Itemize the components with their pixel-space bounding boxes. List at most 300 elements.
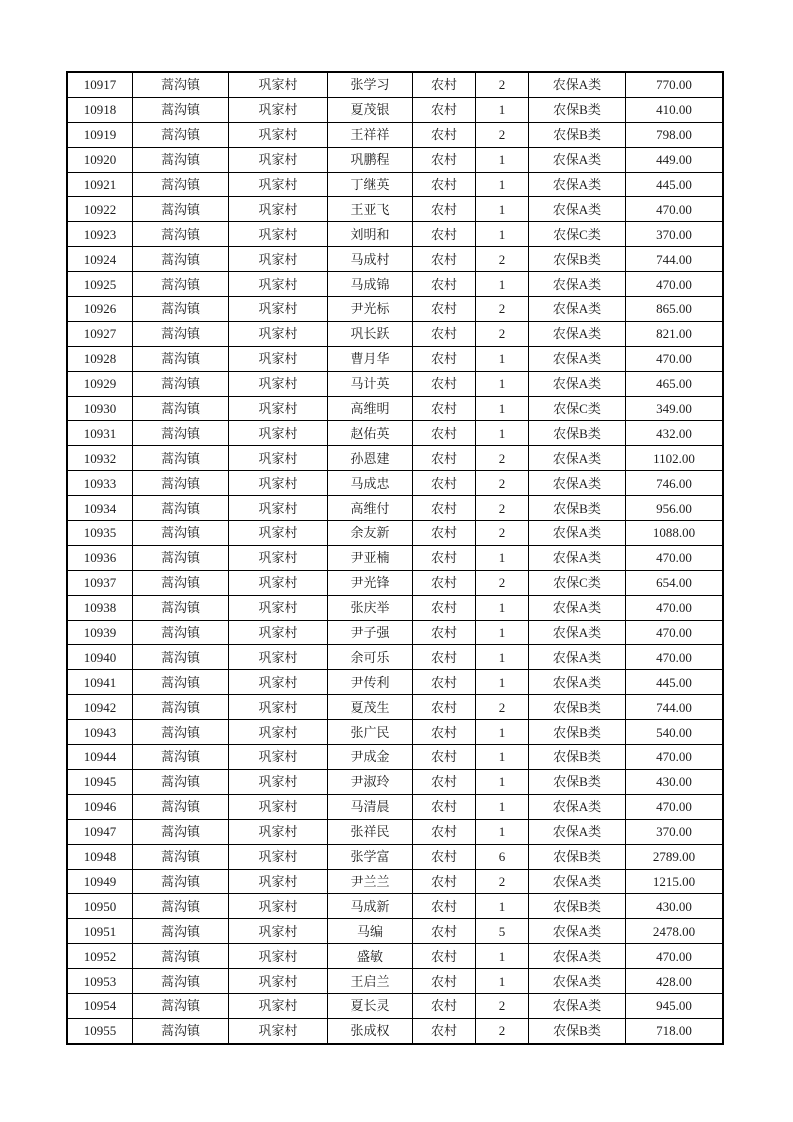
cell-category: 农村	[413, 645, 476, 670]
cell-amount: 430.00	[626, 769, 724, 794]
table-row	[67, 894, 723, 919]
cell-category: 农村	[413, 72, 476, 97]
cell-serial-number: 10928	[67, 346, 133, 371]
cell-person-count: 2	[476, 321, 529, 346]
cell-person-name: 巩鹏程	[328, 147, 413, 172]
cell-insurance-type: 农保A类	[529, 819, 626, 844]
cell-person-count: 1	[476, 794, 529, 819]
cell-serial-number: 10929	[67, 371, 133, 396]
cell-amount: 428.00	[626, 969, 724, 994]
cell-person-name: 尹光锋	[328, 570, 413, 595]
cell-person-count: 1	[476, 222, 529, 247]
cell-category: 农村	[413, 521, 476, 546]
cell-town: 蒿沟镇	[133, 745, 229, 770]
cell-amount: 654.00	[626, 570, 724, 595]
cell-insurance-type: 农保A类	[529, 72, 626, 97]
cell-category: 农村	[413, 894, 476, 919]
cell-person-name: 尹兰兰	[328, 869, 413, 894]
cell-person-name: 王亚飞	[328, 197, 413, 222]
cell-village: 巩家村	[229, 471, 328, 496]
cell-person-name: 马成锦	[328, 272, 413, 297]
cell-amount: 432.00	[626, 421, 724, 446]
cell-category: 农村	[413, 919, 476, 944]
cell-person-count: 2	[476, 471, 529, 496]
cell-person-count: 1	[476, 545, 529, 570]
cell-amount: 1215.00	[626, 869, 724, 894]
cell-serial-number: 10941	[67, 670, 133, 695]
cell-village: 巩家村	[229, 745, 328, 770]
cell-village: 巩家村	[229, 944, 328, 969]
cell-person-count: 1	[476, 421, 529, 446]
cell-village: 巩家村	[229, 346, 328, 371]
cell-category: 农村	[413, 172, 476, 197]
cell-village: 巩家村	[229, 645, 328, 670]
cell-serial-number: 10925	[67, 272, 133, 297]
cell-town: 蒿沟镇	[133, 969, 229, 994]
cell-town: 蒿沟镇	[133, 645, 229, 670]
cell-person-count: 2	[476, 570, 529, 595]
cell-serial-number: 10923	[67, 222, 133, 247]
cell-serial-number: 10942	[67, 695, 133, 720]
table-row	[67, 297, 723, 322]
table-row	[67, 122, 723, 147]
cell-amount: 956.00	[626, 496, 724, 521]
cell-insurance-type: 农保C类	[529, 570, 626, 595]
cell-town: 蒿沟镇	[133, 545, 229, 570]
cell-serial-number: 10933	[67, 471, 133, 496]
cell-insurance-type: 农保A类	[529, 321, 626, 346]
cell-person-count: 2	[476, 297, 529, 322]
cell-person-name: 尹成金	[328, 745, 413, 770]
cell-insurance-type: 农保A类	[529, 521, 626, 546]
table-row	[67, 471, 723, 496]
cell-town: 蒿沟镇	[133, 446, 229, 471]
cell-person-count: 2	[476, 247, 529, 272]
cell-serial-number: 10921	[67, 172, 133, 197]
cell-insurance-type: 农保A类	[529, 620, 626, 645]
cell-person-count: 2	[476, 869, 529, 894]
cell-insurance-type: 农保B类	[529, 421, 626, 446]
cell-village: 巩家村	[229, 720, 328, 745]
cell-insurance-type: 农保A类	[529, 272, 626, 297]
cell-village: 巩家村	[229, 969, 328, 994]
cell-village: 巩家村	[229, 521, 328, 546]
table-row	[67, 172, 723, 197]
table-row	[67, 993, 723, 1018]
cell-category: 农村	[413, 844, 476, 869]
table-row	[67, 670, 723, 695]
cell-village: 巩家村	[229, 919, 328, 944]
cell-amount: 470.00	[626, 645, 724, 670]
cell-village: 巩家村	[229, 844, 328, 869]
cell-town: 蒿沟镇	[133, 321, 229, 346]
cell-town: 蒿沟镇	[133, 769, 229, 794]
cell-person-name: 张学富	[328, 844, 413, 869]
cell-village: 巩家村	[229, 222, 328, 247]
cell-serial-number: 10939	[67, 620, 133, 645]
cell-insurance-type: 农保A类	[529, 595, 626, 620]
cell-person-name: 曹月华	[328, 346, 413, 371]
cell-serial-number: 10930	[67, 396, 133, 421]
cell-serial-number: 10924	[67, 247, 133, 272]
cell-serial-number: 10953	[67, 969, 133, 994]
table-row	[67, 247, 723, 272]
cell-category: 农村	[413, 247, 476, 272]
cell-town: 蒿沟镇	[133, 595, 229, 620]
cell-person-name: 夏茂银	[328, 97, 413, 122]
cell-serial-number: 10931	[67, 421, 133, 446]
table-row	[67, 819, 723, 844]
cell-serial-number: 10952	[67, 944, 133, 969]
cell-village: 巩家村	[229, 122, 328, 147]
cell-category: 农村	[413, 272, 476, 297]
cell-village: 巩家村	[229, 496, 328, 521]
cell-serial-number: 10934	[67, 496, 133, 521]
cell-serial-number: 10935	[67, 521, 133, 546]
cell-serial-number: 10949	[67, 869, 133, 894]
cell-village: 巩家村	[229, 72, 328, 97]
cell-serial-number: 10932	[67, 446, 133, 471]
cell-category: 农村	[413, 620, 476, 645]
cell-village: 巩家村	[229, 1018, 328, 1043]
cell-village: 巩家村	[229, 247, 328, 272]
cell-amount: 798.00	[626, 122, 724, 147]
table-row	[67, 969, 723, 994]
cell-amount: 349.00	[626, 396, 724, 421]
cell-serial-number: 10948	[67, 844, 133, 869]
cell-amount: 465.00	[626, 371, 724, 396]
cell-category: 农村	[413, 421, 476, 446]
cell-town: 蒿沟镇	[133, 371, 229, 396]
cell-person-count: 2	[476, 521, 529, 546]
cell-serial-number: 10945	[67, 769, 133, 794]
cell-person-count: 1	[476, 620, 529, 645]
cell-category: 农村	[413, 222, 476, 247]
cell-person-name: 盛敏	[328, 944, 413, 969]
table-row	[67, 545, 723, 570]
cell-category: 农村	[413, 321, 476, 346]
table-row	[67, 570, 723, 595]
cell-person-count: 1	[476, 595, 529, 620]
table-row	[67, 72, 723, 97]
cell-person-count: 1	[476, 670, 529, 695]
cell-person-count: 1	[476, 97, 529, 122]
cell-amount: 744.00	[626, 247, 724, 272]
cell-category: 农村	[413, 122, 476, 147]
cell-person-name: 余友新	[328, 521, 413, 546]
table-row	[67, 769, 723, 794]
cell-insurance-type: 农保B类	[529, 894, 626, 919]
cell-category: 农村	[413, 745, 476, 770]
cell-category: 农村	[413, 570, 476, 595]
cell-town: 蒿沟镇	[133, 471, 229, 496]
cell-person-count: 1	[476, 346, 529, 371]
cell-category: 农村	[413, 1018, 476, 1043]
cell-town: 蒿沟镇	[133, 396, 229, 421]
cell-serial-number: 10940	[67, 645, 133, 670]
cell-village: 巩家村	[229, 172, 328, 197]
cell-person-count: 1	[476, 745, 529, 770]
cell-town: 蒿沟镇	[133, 1018, 229, 1043]
cell-insurance-type: 农保B类	[529, 695, 626, 720]
cell-amount: 540.00	[626, 720, 724, 745]
cell-person-name: 高维明	[328, 396, 413, 421]
cell-town: 蒿沟镇	[133, 869, 229, 894]
cell-person-count: 2	[476, 72, 529, 97]
cell-town: 蒿沟镇	[133, 346, 229, 371]
cell-person-name: 高维付	[328, 496, 413, 521]
cell-person-name: 尹亚楠	[328, 545, 413, 570]
cell-serial-number: 10946	[67, 794, 133, 819]
cell-insurance-type: 农保A类	[529, 794, 626, 819]
cell-person-count: 2	[476, 1018, 529, 1043]
cell-person-name: 尹传利	[328, 670, 413, 695]
cell-category: 农村	[413, 197, 476, 222]
cell-village: 巩家村	[229, 695, 328, 720]
cell-village: 巩家村	[229, 396, 328, 421]
cell-person-count: 2	[476, 695, 529, 720]
cell-category: 农村	[413, 97, 476, 122]
cell-amount: 718.00	[626, 1018, 724, 1043]
cell-amount: 470.00	[626, 595, 724, 620]
cell-village: 巩家村	[229, 620, 328, 645]
cell-insurance-type: 农保A类	[529, 197, 626, 222]
cell-insurance-type: 农保A类	[529, 645, 626, 670]
cell-person-count: 6	[476, 844, 529, 869]
cell-category: 农村	[413, 446, 476, 471]
cell-category: 农村	[413, 944, 476, 969]
cell-category: 农村	[413, 869, 476, 894]
table-row	[67, 147, 723, 172]
records-table-body	[67, 72, 723, 1044]
cell-insurance-type: 农保A类	[529, 969, 626, 994]
table-row	[67, 944, 723, 969]
cell-person-name: 马成村	[328, 247, 413, 272]
cell-town: 蒿沟镇	[133, 496, 229, 521]
cell-town: 蒿沟镇	[133, 720, 229, 745]
cell-amount: 430.00	[626, 894, 724, 919]
cell-town: 蒿沟镇	[133, 297, 229, 322]
cell-town: 蒿沟镇	[133, 147, 229, 172]
cell-town: 蒿沟镇	[133, 819, 229, 844]
cell-insurance-type: 农保A类	[529, 919, 626, 944]
cell-serial-number: 10920	[67, 147, 133, 172]
cell-person-count: 1	[476, 371, 529, 396]
cell-person-count: 1	[476, 272, 529, 297]
cell-category: 农村	[413, 794, 476, 819]
cell-amount: 470.00	[626, 794, 724, 819]
cell-serial-number: 10917	[67, 72, 133, 97]
cell-person-count: 1	[476, 944, 529, 969]
cell-category: 农村	[413, 969, 476, 994]
cell-town: 蒿沟镇	[133, 670, 229, 695]
cell-insurance-type: 农保B类	[529, 1018, 626, 1043]
table-row	[67, 222, 723, 247]
cell-serial-number: 10943	[67, 720, 133, 745]
cell-serial-number: 10950	[67, 894, 133, 919]
cell-village: 巩家村	[229, 595, 328, 620]
cell-village: 巩家村	[229, 545, 328, 570]
cell-person-name: 王祥祥	[328, 122, 413, 147]
cell-insurance-type: 农保C类	[529, 396, 626, 421]
records-table	[66, 71, 724, 1045]
cell-insurance-type: 农保A类	[529, 944, 626, 969]
cell-category: 农村	[413, 297, 476, 322]
cell-amount: 470.00	[626, 545, 724, 570]
cell-serial-number: 10918	[67, 97, 133, 122]
table-row	[67, 695, 723, 720]
cell-person-count: 1	[476, 969, 529, 994]
cell-person-name: 张祥民	[328, 819, 413, 844]
cell-category: 农村	[413, 993, 476, 1018]
cell-person-count: 2	[476, 993, 529, 1018]
table-row	[67, 794, 723, 819]
cell-insurance-type: 农保C类	[529, 222, 626, 247]
cell-person-name: 刘明和	[328, 222, 413, 247]
cell-person-count: 1	[476, 645, 529, 670]
cell-serial-number: 10951	[67, 919, 133, 944]
cell-village: 巩家村	[229, 769, 328, 794]
cell-amount: 470.00	[626, 745, 724, 770]
table-row	[67, 197, 723, 222]
cell-serial-number: 10922	[67, 197, 133, 222]
table-row	[67, 521, 723, 546]
cell-insurance-type: 农保A类	[529, 993, 626, 1018]
cell-person-count: 1	[476, 197, 529, 222]
cell-amount: 865.00	[626, 297, 724, 322]
cell-insurance-type: 农保A类	[529, 147, 626, 172]
table-row	[67, 645, 723, 670]
cell-insurance-type: 农保B类	[529, 769, 626, 794]
table-row	[67, 844, 723, 869]
cell-person-name: 丁继英	[328, 172, 413, 197]
cell-insurance-type: 农保A类	[529, 446, 626, 471]
cell-person-name: 尹子强	[328, 620, 413, 645]
cell-serial-number: 10936	[67, 545, 133, 570]
table-row	[67, 595, 723, 620]
table-row	[67, 446, 723, 471]
table-row	[67, 396, 723, 421]
table-row	[67, 97, 723, 122]
cell-person-name: 尹光标	[328, 297, 413, 322]
cell-person-name: 尹淑玲	[328, 769, 413, 794]
table-row	[67, 421, 723, 446]
cell-insurance-type: 农保B类	[529, 496, 626, 521]
table-row	[67, 720, 723, 745]
cell-town: 蒿沟镇	[133, 72, 229, 97]
cell-person-count: 2	[476, 496, 529, 521]
cell-person-name: 余可乐	[328, 645, 413, 670]
table-row	[67, 745, 723, 770]
cell-category: 农村	[413, 769, 476, 794]
cell-village: 巩家村	[229, 794, 328, 819]
cell-person-name: 夏长灵	[328, 993, 413, 1018]
cell-amount: 770.00	[626, 72, 724, 97]
cell-town: 蒿沟镇	[133, 247, 229, 272]
cell-town: 蒿沟镇	[133, 844, 229, 869]
cell-category: 农村	[413, 471, 476, 496]
cell-town: 蒿沟镇	[133, 944, 229, 969]
cell-village: 巩家村	[229, 819, 328, 844]
cell-person-name: 张成权	[328, 1018, 413, 1043]
cell-insurance-type: 农保B类	[529, 122, 626, 147]
cell-person-name: 马编	[328, 919, 413, 944]
cell-insurance-type: 农保B类	[529, 745, 626, 770]
cell-village: 巩家村	[229, 321, 328, 346]
cell-person-name: 王启兰	[328, 969, 413, 994]
cell-category: 农村	[413, 396, 476, 421]
cell-village: 巩家村	[229, 421, 328, 446]
cell-amount: 470.00	[626, 272, 724, 297]
table-row	[67, 1018, 723, 1043]
cell-amount: 470.00	[626, 346, 724, 371]
cell-serial-number: 10927	[67, 321, 133, 346]
cell-category: 农村	[413, 670, 476, 695]
cell-village: 巩家村	[229, 272, 328, 297]
table-row	[67, 496, 723, 521]
cell-village: 巩家村	[229, 371, 328, 396]
cell-village: 巩家村	[229, 147, 328, 172]
cell-category: 农村	[413, 496, 476, 521]
cell-person-count: 2	[476, 122, 529, 147]
cell-person-name: 马清晨	[328, 794, 413, 819]
cell-person-count: 1	[476, 396, 529, 421]
cell-village: 巩家村	[229, 993, 328, 1018]
cell-insurance-type: 农保A类	[529, 371, 626, 396]
cell-town: 蒿沟镇	[133, 620, 229, 645]
cell-amount: 2478.00	[626, 919, 724, 944]
cell-person-name: 张庆举	[328, 595, 413, 620]
cell-person-count: 1	[476, 147, 529, 172]
cell-insurance-type: 农保B类	[529, 720, 626, 745]
cell-village: 巩家村	[229, 894, 328, 919]
cell-category: 农村	[413, 595, 476, 620]
cell-insurance-type: 农保A类	[529, 172, 626, 197]
cell-serial-number: 10954	[67, 993, 133, 1018]
table-row	[67, 919, 723, 944]
cell-person-name: 孙恩建	[328, 446, 413, 471]
cell-amount: 1102.00	[626, 446, 724, 471]
cell-town: 蒿沟镇	[133, 222, 229, 247]
table-row	[67, 371, 723, 396]
cell-town: 蒿沟镇	[133, 993, 229, 1018]
cell-town: 蒿沟镇	[133, 197, 229, 222]
cell-amount: 470.00	[626, 197, 724, 222]
cell-village: 巩家村	[229, 670, 328, 695]
cell-person-count: 5	[476, 919, 529, 944]
cell-amount: 744.00	[626, 695, 724, 720]
cell-village: 巩家村	[229, 197, 328, 222]
cell-town: 蒿沟镇	[133, 521, 229, 546]
cell-village: 巩家村	[229, 446, 328, 471]
cell-serial-number: 10947	[67, 819, 133, 844]
cell-amount: 1088.00	[626, 521, 724, 546]
cell-amount: 821.00	[626, 321, 724, 346]
cell-insurance-type: 农保A类	[529, 297, 626, 322]
cell-amount: 470.00	[626, 620, 724, 645]
cell-person-name: 马成新	[328, 894, 413, 919]
cell-town: 蒿沟镇	[133, 421, 229, 446]
cell-person-name: 张学习	[328, 72, 413, 97]
table-row	[67, 869, 723, 894]
cell-amount: 410.00	[626, 97, 724, 122]
cell-amount: 449.00	[626, 147, 724, 172]
cell-amount: 445.00	[626, 172, 724, 197]
cell-amount: 445.00	[626, 670, 724, 695]
cell-town: 蒿沟镇	[133, 172, 229, 197]
cell-amount: 945.00	[626, 993, 724, 1018]
cell-person-count: 1	[476, 172, 529, 197]
